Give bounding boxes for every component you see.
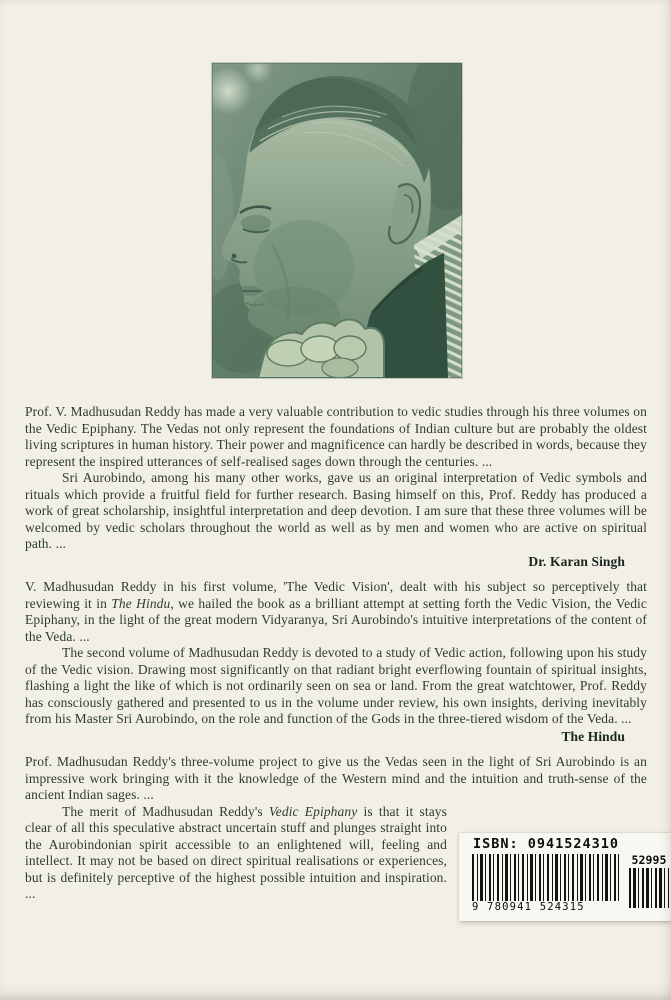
paragraph-text: The second volume of Madhusudan Reddy is devoted to a study of Vedic action, following upon his study of the Vedic vision. Drawing most significantly on that radiant bright everflowing fountain of spiritual insights, flashing a light the like of which is not ordinarily seen on sea or land. From the great watchtower, Prof. Reddy has consciously gathered and presented to us in the volume under review, his own insights, deriving inevitably from his Master Sri Aurobindo, on the role and function of the Gods in the three-tiered wisdom of the Veda. ... xyxy=(25,645,647,726)
paragraph-text: Prof. Madhusudan Reddy's three-volume project to give us the Vedas seen in the light of Sri Aurobindo is an impressive work bringing with it the knowledge of the Western mind and the intuition and truth-sense of the ancient Indian sages. ... xyxy=(25,754,647,802)
isbn-sticker xyxy=(459,833,671,921)
italic-title: Vedic Epiphany xyxy=(268,803,358,819)
attribution-the-hindu: The Hindu xyxy=(561,728,625,744)
paragraph xyxy=(25,754,647,804)
quote-karan-singh xyxy=(25,404,647,570)
paragraph xyxy=(25,404,647,470)
attribution-karan-singh: Dr. Karan Singh xyxy=(528,553,625,569)
ean-barcode-block xyxy=(472,854,622,913)
paragraph-text: Sri Aurobindo, among his many other works, gave us an original interpretation of Vedic symbols and rituals which provide a fruitful field for further research. Basing himself on this, Prof. Reddy has produced a work of great scholarship, insightful interpretation and deep devotion. I am sure that these three volumes will be welcomed by vedic scholars throughout the world as well as by men and women who are active on spiritual path. ... xyxy=(25,470,647,551)
ean-digits: 9 780941 524315 xyxy=(472,900,585,913)
barcode-row xyxy=(459,854,671,913)
paragraph xyxy=(25,470,647,553)
paragraph xyxy=(25,645,647,728)
paragraph-text: V. Madhusudan Reddy in his first volume, 'The Vedic Vision', dealt with his subject so perceptively that reviewing it in xyxy=(25,579,647,611)
ean-barcode xyxy=(472,854,622,901)
paragraph-text: Prof. V. Madhusudan Reddy has made a very valuable contribution to vedic studies through his three volumes on the Vedic Epiphany. The Vedas not only represent the foundations of Indian culture but are probably the oldest living scriptures in human history. Their power and magnificence can hardly be described in words, because they represent the inspired utterances of self-realised sages down through the centuries. ... xyxy=(25,404,647,469)
isbn-number: ISBN: 0941524310 xyxy=(473,835,620,852)
price-code: 52995 xyxy=(631,852,667,867)
author-photo xyxy=(212,63,462,378)
publisher-blurb xyxy=(25,754,667,913)
paragraph-text: , we hailed the book as a brilliant attempt at setting forth the Vedic Vision, the Vedic Epiphany, in the light of the great modern Vidyaranya, Sri Aurobindo's intuitive interpretations of the content of the Veda. ... xyxy=(25,595,648,644)
quote-the-hindu xyxy=(25,579,647,745)
price-barcode-block xyxy=(629,854,669,908)
paragraph-text: is that it stays clear of all this speculative abstract uncertain stuff and plunges straight into the Aurobindonian spirit accessible to an enlightened will, feeling and intellect. It may not be based on direct spiritual realisations or experiences, but is definitely perceptive of the highest possible intuition and inspiration. ... xyxy=(25,803,448,901)
price-barcode xyxy=(629,868,669,908)
blurb-text xyxy=(25,404,667,921)
italic-title: The Hindu xyxy=(111,595,171,611)
author-photo-image xyxy=(212,63,462,378)
paragraph-text: The merit of Madhusudan Reddy's xyxy=(62,803,269,819)
paragraph xyxy=(25,803,667,913)
paragraph xyxy=(25,579,647,645)
